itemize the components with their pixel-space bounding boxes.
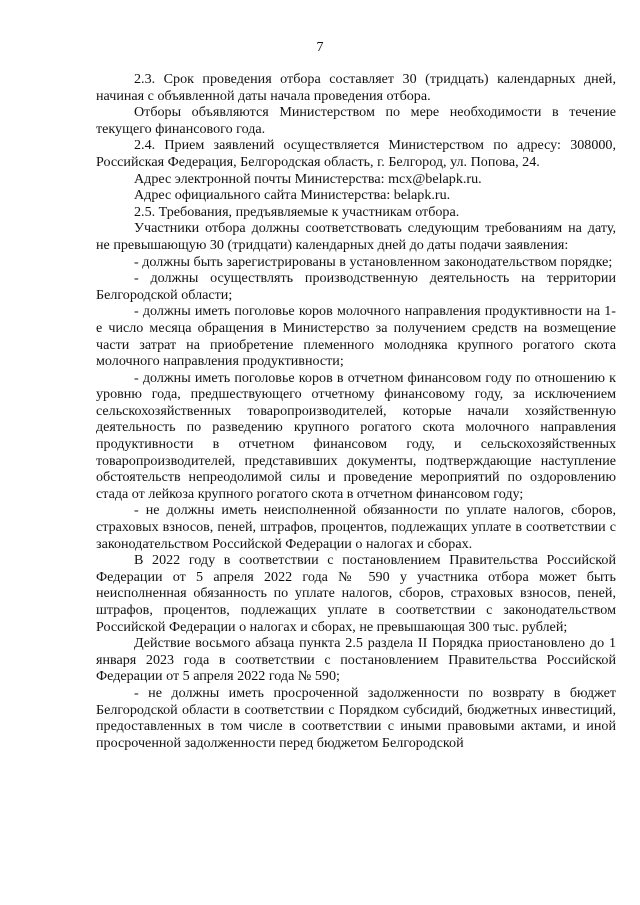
paragraph-suspension: Действие восьмого абзаца пункта 2.5 раздела II Порядка приостановлено до 1 января 2023 года в соответствии с постановлением Правительства Российской Федерации от 5 апреля 2022 года № 590;	[96, 635, 616, 685]
paragraph-selection-announcement: Отборы объявляются Министерством по мере необходимости в течение текущего финансового года.	[96, 104, 616, 137]
paragraph-2-3-deadline: 2.3. Срок проведения отбора составляет 30 (тридцать) календарных дней, начиная с объявленной даты начала проведения отбора.	[96, 71, 616, 104]
paragraph-2-4-address: 2.4. Прием заявлений осуществляется Министерством по адресу: 308000, Российская Федерация, Белгородская область, г. Белгород, ул. Попова, 24.	[96, 137, 616, 170]
list-item-production-activity: - должны осуществлять производственную деятельность на территории Белгородской области;	[96, 270, 616, 303]
paragraph-email: Адрес электронной почты Министерства: mcx@belapk.ru.	[134, 170, 482, 187]
list-item-no-tax-debt: - не должны иметь неисполненной обязанности по уплате налогов, сборов, страховых взносов, пеней, штрафов, процентов, подлежащих уплате в соответствии с законодательством Российской Федерации о налогах и сборах.	[96, 502, 616, 552]
page-number: 7	[316, 40, 324, 55]
list-item-registration: - должны быть зарегистрированы в установленном законодательством порядке;	[134, 253, 613, 270]
paragraph-participants-requirements: Участники отбора должны соответствовать следующим требованиям на дату, не превышающую 30 (тридцати) календарных дней до даты подачи заявления:	[96, 220, 616, 253]
list-item-cow-livestock-level: - должны иметь поголовье коров в отчетном финансовом году по отношению к уровню года, предшествующего отчетному финансовому году, за исключением сельскохозяйственных товаропроизводителей, которые начали хозяйственную деятельность по разведению крупного рогатого скота молочного направления продуктивности в отчетном финансовом году, и сельскохозяйственных товаропроизводителей, представивших документы, подтверждающие наступление обстоятельств непреодолимой силы и проведение мероприятий по оздоровлению стада от лейкоза крупного рогатого скота в отчетном финансовом году;	[96, 369, 616, 502]
list-item-dairy-cows: - должны иметь поголовье коров молочного направления продуктивности на 1-е число месяца обращения в Министерство за получением средств на возмещение части затрат на приобретение племенного молодняка крупного рогатого скота молочного направления продуктивности;	[96, 303, 616, 370]
list-item-no-overdue-debt: - не должны иметь просроченной задолженности по возврату в бюджет Белгородской области в соответствии с Порядком субсидий, бюджетных инвестиций, предоставленных в том числе в соответствии с иными правовыми актами, и иной просроченной задолженности перед бюджетом Белгородской	[96, 684, 616, 751]
document-body	[96, 71, 616, 751]
paragraph-2022-exception: В 2022 году в соответствии с постановлением Правительства Российской Федерации от 5 апреля 2022 года № 590 у участника отбора может быть неисполненная обязанность по уплате налогов, сборов, страховых взносов, пеней, штрафов, процентов, подлежащих уплате в соответствии с законодательством Российской Федерации о налогах и сборах, не превышающая 300 тыс. рублей;	[96, 552, 616, 635]
paragraph-2-5-requirements: 2.5. Требования, предъявляемые к участникам отбора.	[134, 203, 460, 220]
paragraph-website: Адрес официального сайта Министерства: belapk.ru.	[134, 187, 451, 204]
